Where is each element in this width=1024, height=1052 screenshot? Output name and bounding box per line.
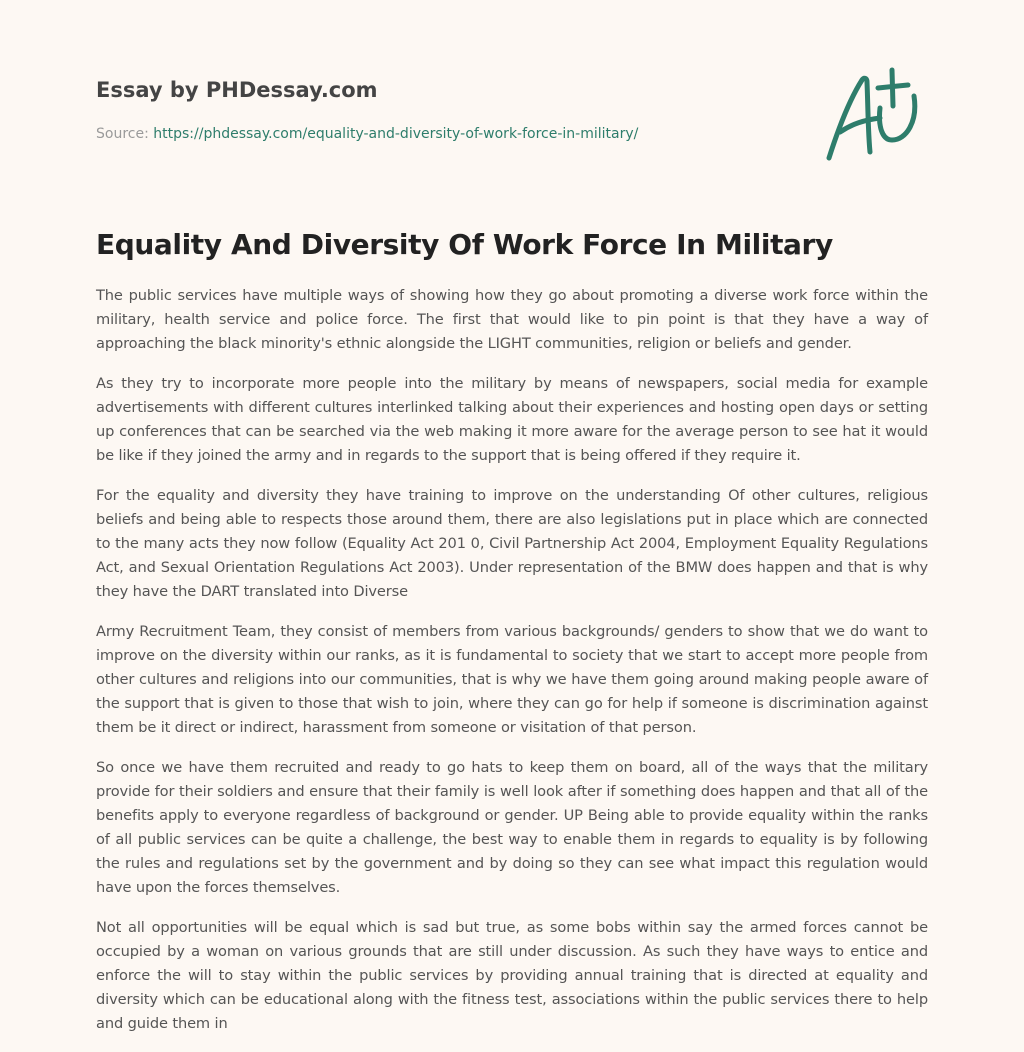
source-line bbox=[96, 124, 796, 144]
essay-paragraph: The public services have multiple ways of showing how they go about promoting a diverse work force within the military, health service and police force. The first that would like to pin point is that they have a way of approaching the black minority's ethnic alongside the LIGHT communities, religion or beliefs and gender. bbox=[96, 287, 928, 352]
essay-paragraph: So once we have them recruited and ready to go hats to keep them on board, all of the ways that the military provide for their soldiers and ensure that their family is well look after if something does happen and that all of the benefits apply to everyone regardless of background or gender. UP Being able to provide equality within the ranks of all public services can be quite a challenge, the best way to enable them in regards to equality is by following the rules and regulations set by the government and by doing so they can see what impact this regulation would have upon the forces themselves. bbox=[96, 759, 928, 896]
essay-paragraph: As they try to incorporate more people into the military by means of newspapers, social media for example advertisements with different cultures interlinked talking about their experiences and hosting open days or setting up conferences that can be searched via the web making it more aware for the average person to see hat it would be like if they joined the army and in regards to the support that is being offered if they require it. bbox=[96, 375, 928, 464]
site-title: Essay by PHDessay.com bbox=[96, 78, 378, 102]
essay-body bbox=[96, 284, 928, 1052]
a-plus-logo-icon bbox=[822, 66, 926, 164]
source-link[interactable]: https://phdessay.com/equality-and-diversity-of-work-force-in-military/ bbox=[153, 126, 639, 142]
essay-paragraph: For the equality and diversity they have training to improve on the understanding Of other cultures, religious beliefs and being able to respects those around them, there are also legislations put in place which are connected to the many acts they now follow (Equality Act 201 0, Civil Partnership Act 2004, Employment Equality Regulations Act, and Sexual Orientation Regulations Act 2003). Under representation of the BMW does happen and that is why they have the DART translated into Diverse bbox=[96, 487, 928, 600]
source-label: Source: bbox=[96, 126, 154, 142]
essay-paragraph: Army Recruitment Team, they consist of members from various backgrounds/ genders to show that we do want to improve on the diversity within our ranks, as it is fundamental to society that we start to accept more people from other cultures and religions into our communities, that is why we have them going around making people aware of the support that is given to those that wish to join, where they can go for help if someone is discrimination against them be it direct or indirect, harassment from someone or visitation of that person. bbox=[96, 623, 928, 736]
page-header bbox=[96, 76, 796, 144]
essay-paragraph: Not all opportunities will be equal which is sad but true, as some bobs within say the armed forces cannot be occupied by a woman on various grounds that are still under discussion. As such they have ways to entice and enforce the will to stay within the public services by providing annual training that is directed at equality and diversity which can be educational along with the fitness test, associations within the public services there to help and guide them in bbox=[96, 919, 928, 1032]
essay-title: Equality And Diversity Of Work Force In Military bbox=[96, 228, 833, 261]
